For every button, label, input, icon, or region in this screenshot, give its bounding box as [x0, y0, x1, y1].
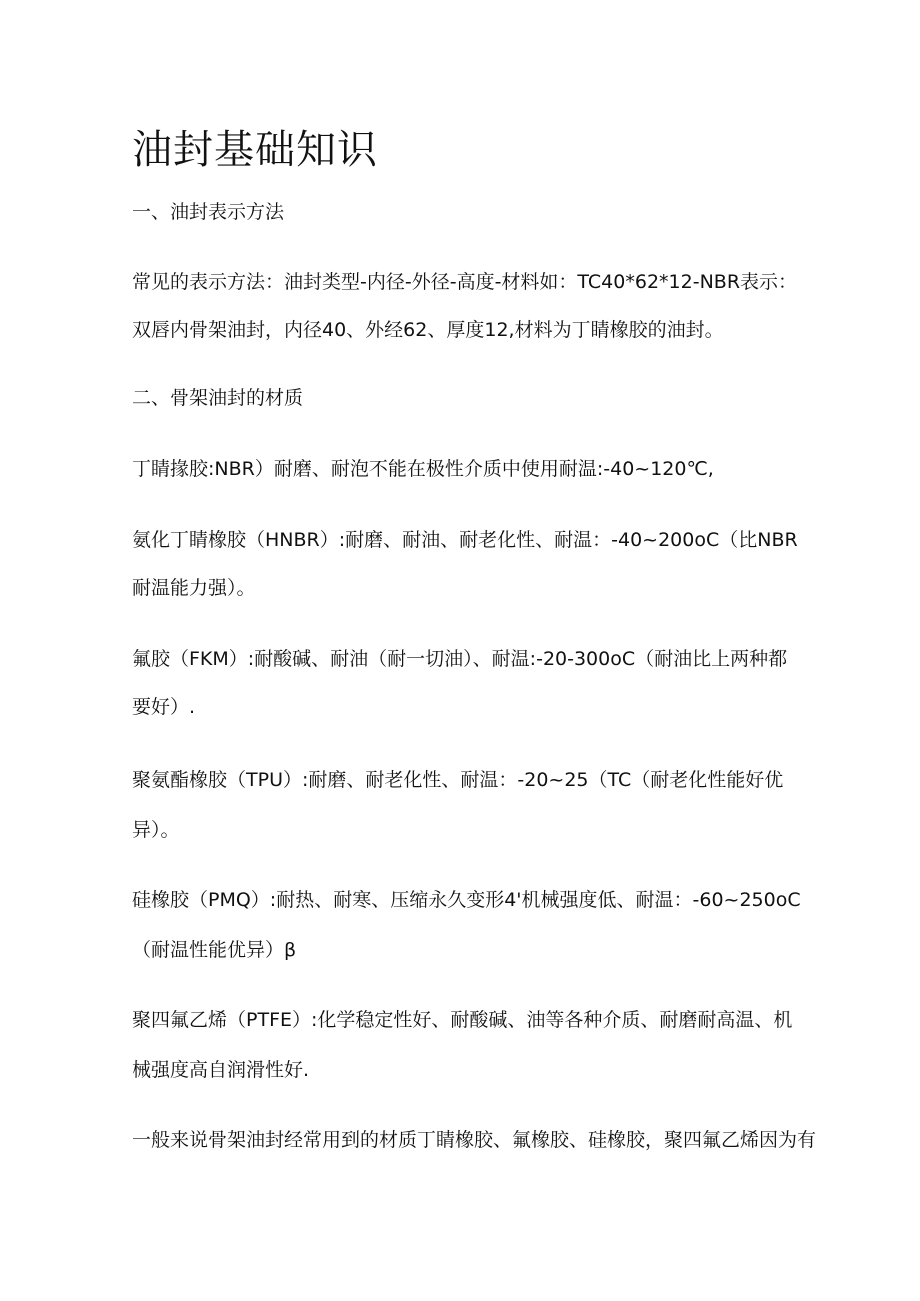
paragraph-notation-line-1: 常见的表示方法：油封类型-内径-外径-高度-材料如：TC40*62*12-NBR表示：: [132, 271, 798, 293]
page-title: 油封基础知识: [132, 127, 378, 173]
material-hnbr-line-1: 氨化丁睛橡胶（HNBR）:耐磨、耐油、耐老化性、耐温：-40~200oC（比NBR: [132, 529, 798, 551]
section-heading-materials: 二、骨架油封的材质: [132, 387, 304, 409]
material-tpu-line-1: 聚氨酯橡胶（TPU）:耐磨、耐老化性、耐温：-20~25（TC（耐老化性能好优: [132, 769, 784, 791]
material-tpu-line-2: 异）。: [132, 819, 180, 841]
material-pmq-line-1: 硅橡胶（PMQ）:耐热、耐寒、压缩永久变形4'机械强度低、耐温：-60~250oC: [132, 889, 801, 911]
material-fkm-line-2: 要好）.: [132, 696, 196, 718]
paragraph-notation-line-2: 双唇内骨架油封，内径40、外经62、厚度12,材料为丁睛橡胶的油封。: [132, 319, 724, 341]
material-hnbr-line-2: 耐温能力强）。: [132, 577, 256, 599]
material-fkm-line-1: 氟胶（FKM）:耐酸碱、耐油（耐一切油）、耐温:-20-300oC（耐油比上两种都: [132, 648, 788, 670]
material-nbr-line: 丁睛掾胶:NBR）耐磨、耐泡不能在极性介质中使用耐温:-40~120℃,: [132, 458, 714, 480]
material-pmq-line-2: （耐温性能优异）β: [132, 939, 297, 961]
summary-line-1: 一般来说骨架油封经常用到的材质丁睛橡胶、氟橡胶、硅橡胶，聚四氟乙烯因为有: [132, 1129, 817, 1151]
section-heading-notation: 一、油封表示方法: [132, 201, 285, 223]
material-ptfe-line-1: 聚四氟乙烯（PTFE）:化学稳定性好、耐酸碱、油等各种介质、耐磨耐高温、机: [132, 1009, 793, 1031]
material-ptfe-line-2: 械强度高自润滑性好.: [132, 1059, 310, 1081]
